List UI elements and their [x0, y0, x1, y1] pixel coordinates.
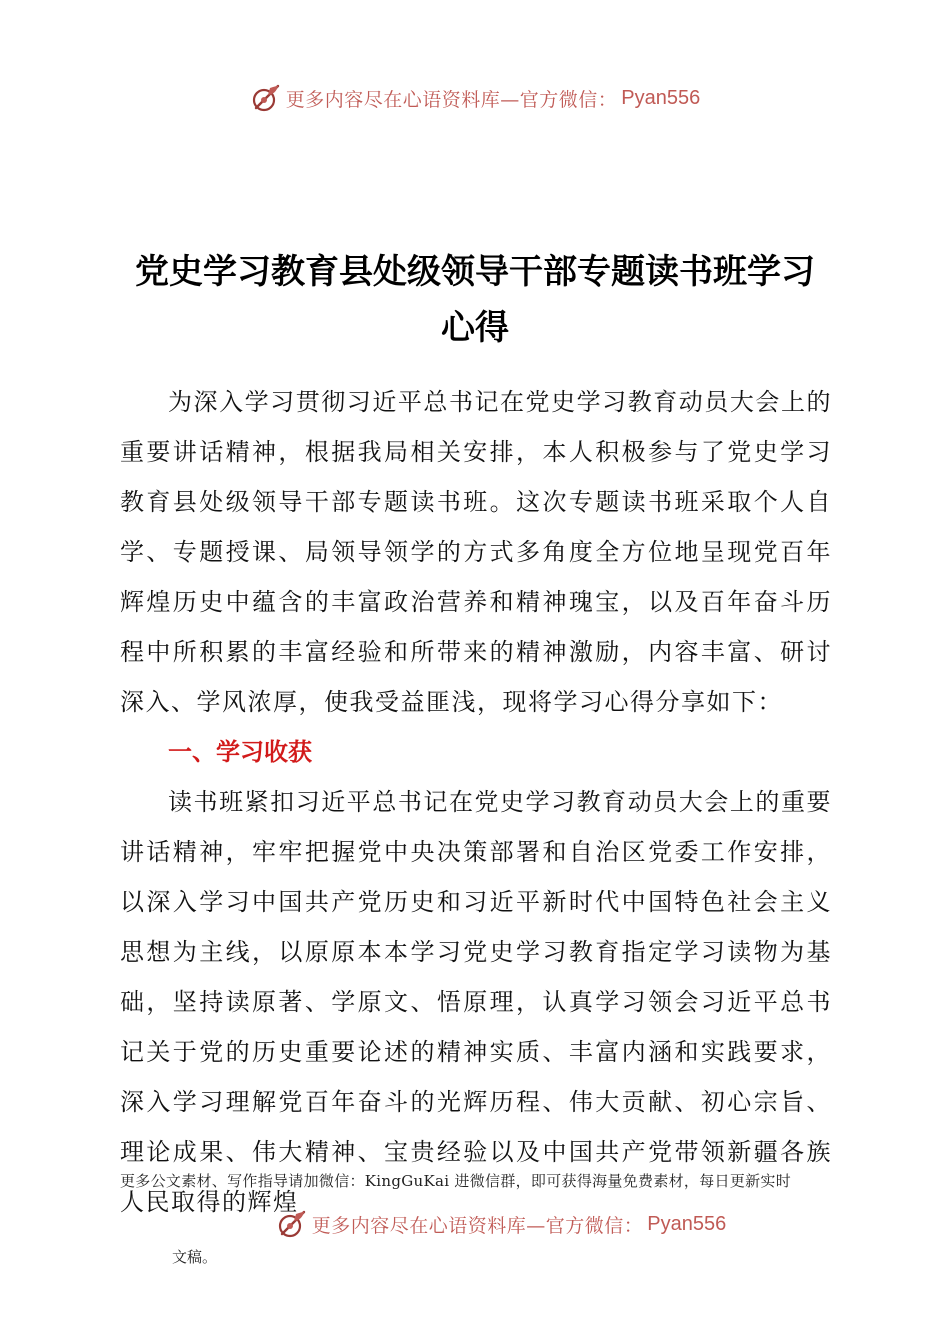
section-heading: 一、学习收获: [168, 738, 312, 766]
quill-logo-icon: [276, 1208, 308, 1240]
watermark-text: 更多内容尽在心语资料库—官方微信：: [285, 88, 618, 111]
watermark-wechat-id: Pyan556: [621, 86, 701, 109]
document-title: [0, 244, 950, 356]
footer-note-line-1: 更多公文素材、写作指导请加微信：KingGuKai 进微信群，即可获得海量免费素材，每日更新实时: [120, 1172, 792, 1190]
watermark-banner-top: [0, 82, 950, 114]
body-paragraph: 读书班紧扣习近平总书记在党史学习教育动员大会上的重要讲话精神，牢牢把握党中央决策部署和自治区党委工作安排，以深入学习中国共产党历史和习近平新时代中国特色社会主义思想为主线，以原原本本学习党史学习教育指定学习读物为基础，坚持读原著、学原文、悟原理，认真学习领会习近平总书记关于党的历史重要论述的精神实质、丰富内涵和实践要求，深入学习理解党百年奋斗的光辉历程、伟大贡献、初心宗旨、理论成果、伟大精神、宝贵经验以及中国共产党带领新疆各族人民取得的辉煌: [120, 788, 832, 1216]
intro-paragraph: 为深入学习贯彻习近平总书记在党史学习教育动员大会上的重要讲话精神，根据我局相关安排，本人积极参与了党史学习教育县处级领导干部专题读书班。这次专题读书班采取个人自学、专题授课、局领导领学的方式多角度全方位地呈现党百年辉煌历史中蕴含的丰富政治营养和精神瑰宝，以及百年奋斗历程中所积累的丰富经验和所带来的精神激励，内容丰富、研讨深入、学风浓厚，使我受益匪浅，现将学习心得分享如下：: [120, 388, 832, 716]
watermark-banner-bottom: [26, 1208, 950, 1240]
watermark-text: 更多内容尽在心语资料库—官方微信：: [311, 1214, 644, 1237]
footer-note-line-2: 文稿。: [172, 1248, 218, 1266]
document-body: [120, 377, 832, 1227]
quill-logo-icon: [250, 82, 282, 114]
watermark-wechat-id: Pyan556: [647, 1212, 727, 1235]
title-line-2: 心得: [441, 308, 509, 348]
title-line-1: 党史学习教育县处级领导干部专题读书班学习: [135, 252, 815, 292]
